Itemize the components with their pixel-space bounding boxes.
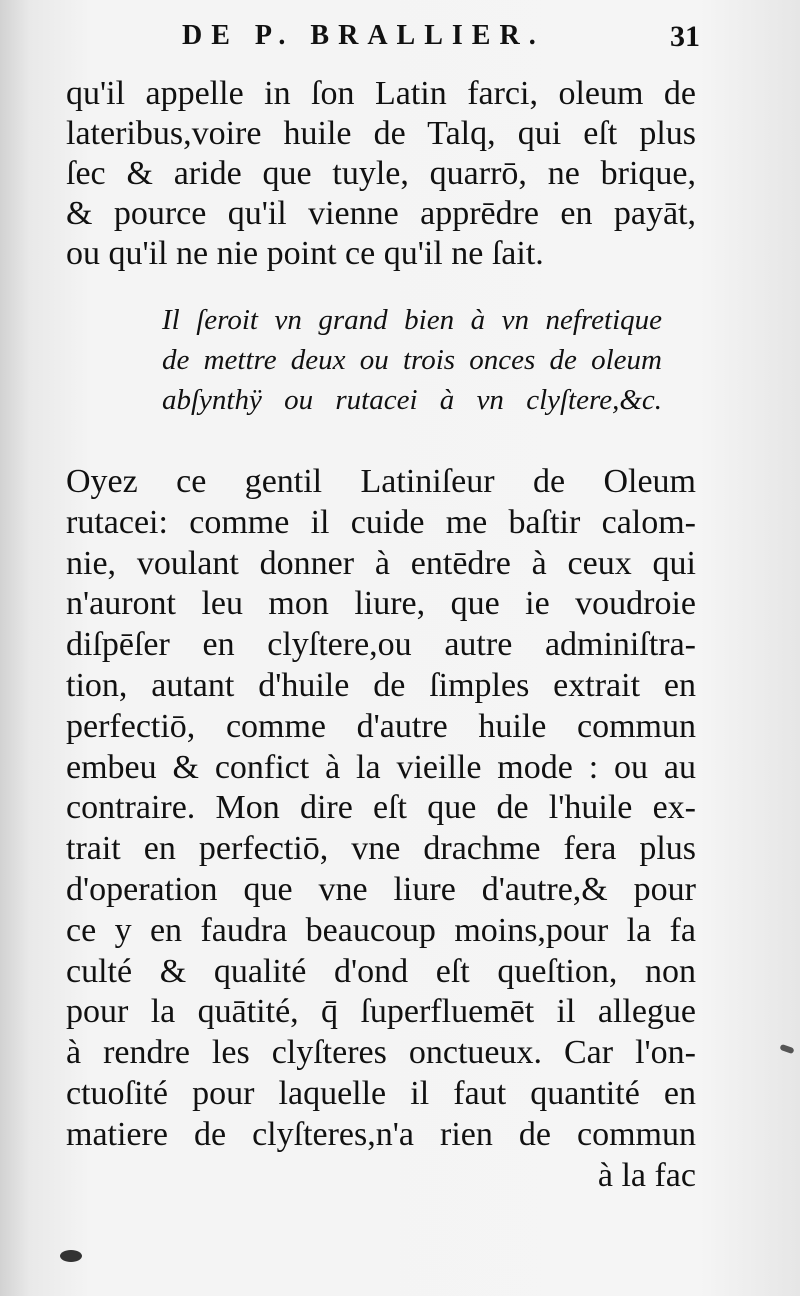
margin-mark [779, 1044, 794, 1054]
text-line: perfectiō, comme d'autre huile commun [66, 707, 696, 745]
text-line: ce y en faudra beaucoup moins,pour la fa [66, 911, 696, 949]
text-line: rutacei: comme il cuide me baſtir calom- [66, 503, 696, 541]
text-line: d'operation que vne liure d'autre,& pour [66, 870, 696, 908]
text-line: n'auront leu mon liure, que ie voudroie [66, 585, 696, 623]
text-line: contraire. Mon dire eſt que de l'huile ex- [66, 789, 696, 827]
italic-quotation [162, 300, 662, 420]
text-line: pour la quātité, q̄ ſuperfluemēt il allegue [66, 993, 696, 1031]
text-line: & pource qu'il vienne apprēdre en payāt, [66, 195, 696, 232]
text-line: ou qu'il ne nie point ce qu'il ne ſait. [66, 235, 544, 272]
text-line: lateribus,voire huile de Talq, qui eſt plus [66, 115, 696, 152]
ink-speck [60, 1250, 82, 1262]
quote-line: abſynthÿ ou rutacei à vn clyſtere,&c. [162, 384, 662, 416]
text-line: à rendre les clyſteres onctueux. Car l'on- [66, 1034, 696, 1072]
catchword: à la fac [597, 1156, 696, 1194]
text-line: culté & qualité d'ond eſt queſtion, non [66, 952, 696, 990]
quote-line: Il ſeroit vn grand bien à vn nefretique [162, 304, 662, 336]
text-line: ctuoſité pour laquelle il faut quantité en [66, 1074, 696, 1112]
running-head: DE P. BRALLIER. [182, 20, 545, 51]
text-line: qu'il appelle in ſon Latin farci, oleum de [66, 75, 696, 112]
text-line: tion, autant d'huile de ſimples extrait en [66, 666, 696, 704]
text-line: Oyez ce gentil Latiniſeur de Oleum [66, 463, 696, 500]
text-line: nie, voulant donner à entēdre à ceux qui [66, 544, 696, 582]
quote-line: de mettre deux ou trois onces de oleum [162, 344, 662, 376]
text-line: diſpēſer en clyſtere,ou autre adminiſtra- [66, 626, 696, 664]
paragraph-1 [66, 74, 696, 274]
text-line: embeu & confict à la vieille mode : ou au [66, 748, 696, 786]
page-header [0, 16, 800, 60]
text-line: matiere de clyſteres,n'a rien de commun [66, 1115, 696, 1153]
text-line: trait en perfectiō, vne drachme fera plus [66, 830, 696, 868]
page-number: 31 [670, 20, 700, 53]
paragraph-2 [66, 462, 696, 1196]
text-line: ſec & aride que tuyle, quarrō, ne brique, [66, 155, 696, 192]
